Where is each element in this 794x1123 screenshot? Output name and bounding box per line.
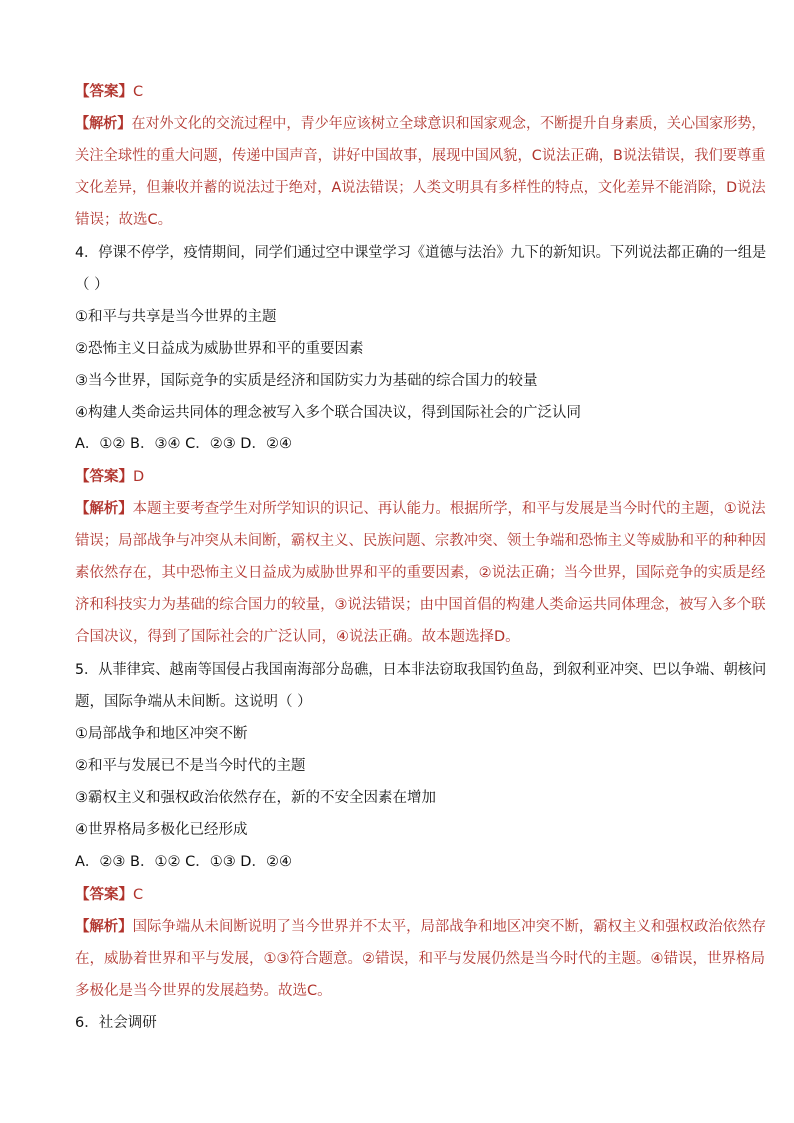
answer-line [75,499,766,519]
line-text: D [133,469,145,485]
line-text: C [133,84,144,100]
question-line: ③霸权主义和强权政治依然存在，新的不安全因素在增加 [75,790,436,806]
section-tag: 【解析】 [75,501,133,517]
question-line: ③当今世界，国际竞争的实质是经济和国防实力为基础的综合国力的较量 [75,373,538,389]
line-text: 本题主要考查学生对所学知识的识记、再认能力。根据所学，和平与发展是当今时代的主题，①说法 [132,501,766,517]
question-line: ②和平与发展已不是当今时代的主题 [75,758,306,774]
question-line: A．②③ B．①② C．①③ D．②④ [75,854,292,870]
answer-line: 错误；故选C。 [75,212,173,228]
question-line: （ ） [75,277,109,293]
answer-line [75,82,143,102]
answer-line: 关注全球性的重大问题，传递中国声音，讲好中国故事，展现中国风貌，C说法正确，B说法错误，我们要尊重 [75,148,766,164]
question-line: 6．社会调研 [75,1015,157,1031]
section-tag: 【解析】 [75,919,133,935]
question-line: 4．停课不停学，疫情期间，同学们通过空中课堂学习《道德与法治》九下的新知识。下列说法都正确的一组是 [75,245,767,261]
section-tag: 【答案】 [75,469,133,485]
answer-line: 多极化是当今世界的发展趋势。故选C。 [75,983,332,999]
question-line: ④构建人类命运共同体的理念被写入多个联合国决议，得到国际社会的广泛认同 [75,405,581,421]
question-line: 5．从菲律宾、越南等国侵占我国南海部分岛礁，日本非法窃取我国钓鱼岛，到叙利亚冲突、巴以争端、朝核问 [75,662,767,678]
answer-line [75,917,766,937]
question-line: ④世界格局多极化已经形成 [75,822,248,838]
answer-line [75,467,144,487]
section-tag: 【答案】 [75,887,133,903]
line-text: 国际争端从未间断说明了当今世界并不太平，局部战争和地区冲突不断，霸权主义和强权政治依然存 [132,919,767,935]
question-line: 题，国际争端从未间断。这说明（ ） [75,694,312,710]
line-text: 在对外文化的交流过程中，青少年应该树立全球意识和国家观念，不断提升自身素质，关心国家形势， [131,116,766,132]
question-line: ①局部战争和地区冲突不断 [75,726,248,742]
answer-line: 素依然存在，其中恐怖主义日益成为威胁世界和平的重要因素，②说法正确；当今世界，国际竞争的实质是经 [75,565,766,581]
answer-line: 文化差异，但兼收并蓄的说法过于绝对，A说法错误；人类文明具有多样性的特点，文化差异不能消除，D说法 [75,180,766,196]
section-tag: 【答案】 [75,84,133,100]
answer-line: 在，威胁着世界和平与发展，①③符合题意。②错误，和平与发展仍然是当今时代的主题。④错误，世界格局 [75,951,765,967]
line-text: C [133,887,144,903]
answer-line: 济和科技实力为基础的综合国力的较量，③说法错误；由中国首倡的构建人类命运共同体理念，被写入多个联 [75,597,766,613]
answer-line: 合国决议，得到了国际社会的广泛认同，④说法正确。故本题选择D。 [75,629,520,645]
answer-line: 错误；局部战争与冲突从未间断，霸权主义、民族问题、宗教冲突、领土争端和恐怖主义等威胁和平的种种因 [75,533,766,549]
question-line: A．①② B．③④ C．②③ D．②④ [75,436,292,452]
answer-line [75,885,143,905]
question-line: ①和平与共享是当今世界的主题 [75,309,277,325]
question-line: ②恐怖主义日益成为威胁世界和平的重要因素 [75,341,364,357]
section-tag: 【解析】 [75,116,132,132]
answer-line [75,114,766,134]
